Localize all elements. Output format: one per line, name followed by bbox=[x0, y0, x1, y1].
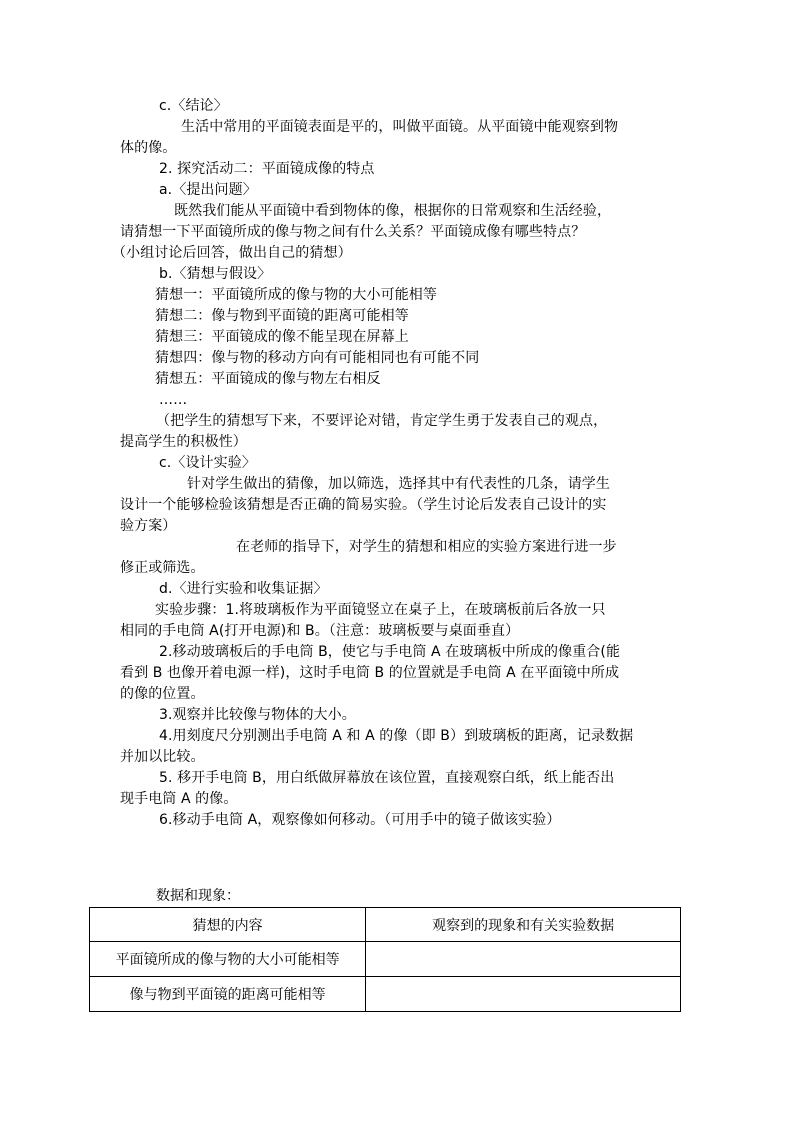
experiment-step-6: 6.移动手电筒 A，观察像如何移动。（可用手中的镜子做该实验） bbox=[159, 812, 561, 828]
hypothesis-1: 猜想一：平面镜所成的像与物的大小可能相等 bbox=[155, 287, 437, 303]
experiment-step-1: 实验步骤：1.将玻璃板作为平面镜竖立在桌子上，在玻璃板前后各放一只 bbox=[155, 602, 606, 618]
paragraph-line: 修正或筛选。 bbox=[120, 560, 205, 576]
table-cell[interactable] bbox=[366, 977, 681, 1012]
paragraph-line: 验方案） bbox=[120, 518, 177, 534]
paragraph-line: 设计一个能够检验该猜想是否正确的简易实验。（学生讨论后发表自己设计的实 bbox=[120, 497, 607, 513]
paragraph-line: 在老师的指导下，对学生的猜想和相应的实验方案进行进一步 bbox=[236, 539, 617, 555]
paragraph-line: 针对学生做出的猜像，加以筛选，选择其中有代表性的几条，请学生 bbox=[187, 476, 610, 492]
table-row bbox=[90, 942, 681, 977]
paragraph-line: 相同的手电筒 A(打开电源)和 B。（注意：玻璃板要与桌面垂直） bbox=[120, 623, 520, 639]
hypothesis-4: 猜想四：像与物的移动方向有可能相同也有可能不同 bbox=[155, 350, 480, 366]
paragraph-line: 体的像。 bbox=[120, 140, 177, 156]
paragraph-line: 请猜想一下平面镜所成的像与物之间有什么关系？平面镜成像有哪些特点？ bbox=[120, 224, 586, 240]
paragraph-line: 看到 B 也像开着电源一样)，这时手电筒 B 的位置就是手电筒 A 在平面镜中所成 bbox=[120, 665, 620, 681]
experiment-step-2: 2.移动玻璃板后的手电筒 B，使它与手电筒 A 在玻璃板中所成的像重合(能 bbox=[159, 644, 621, 660]
table-header-row bbox=[90, 908, 681, 942]
table-row bbox=[90, 977, 681, 1012]
heading-design-experiment: c.〈设计实验〉 bbox=[159, 455, 256, 471]
paragraph-line: 并加以比较。 bbox=[120, 749, 205, 765]
heading-conclusion: c.〈结论〉 bbox=[159, 98, 228, 114]
table-cell: 平面镜所成的像与物的大小可能相等 bbox=[90, 942, 366, 977]
table-header-hypothesis: 猜想的内容 bbox=[90, 908, 366, 942]
paragraph-line: （把学生的猜想写下来，不要评论对错，肯定学生勇于发表自己的观点， bbox=[156, 413, 608, 429]
observation-table bbox=[89, 907, 681, 1012]
heading-conduct-experiment: d.〈进行实验和收集证据〉 bbox=[159, 581, 328, 597]
paragraph-line: 既然我们能从平面镜中看到物体的像，根据你的日常观察和生活经验， bbox=[174, 203, 612, 219]
paragraph-line: 的像的位置。 bbox=[120, 686, 205, 702]
hypothesis-5: 猜想五：平面镜成的像与物左右相反 bbox=[155, 371, 381, 387]
table-cell[interactable] bbox=[366, 942, 681, 977]
experiment-step-3: 3.观察并比较像与物体的大小。 bbox=[159, 707, 356, 723]
table-header-observations: 观察到的现象和有关实验数据 bbox=[366, 908, 681, 942]
hypothesis-3: 猜想三：平面镜成的像不能呈现在屏幕上 bbox=[155, 329, 409, 345]
table-cell: 像与物到平面镜的距离可能相等 bbox=[90, 977, 366, 1012]
paragraph-line: 现手电筒 A 的像。 bbox=[120, 791, 238, 807]
table-label: 数据和现象： bbox=[156, 888, 240, 904]
paragraph-line: 生活中常用的平面镜表面是平的，叫做平面镜。从平面镜中能观察到物 bbox=[181, 119, 619, 135]
ellipsis: …… bbox=[159, 392, 188, 408]
section-heading-activity-2: 2. 探究活动二：平面镜成像的特点 bbox=[159, 161, 375, 177]
paragraph-line: 提高学生的积极性） bbox=[120, 434, 247, 450]
experiment-step-5: 5. 移开手电筒 B，用白纸做屏幕放在该位置，直接观察白纸，纸上能否出 bbox=[159, 770, 615, 786]
paragraph-line: （小组讨论后回答，做出自己的猜想） bbox=[112, 245, 352, 261]
heading-raise-question: a.〈提出问题〉 bbox=[159, 182, 257, 198]
hypothesis-2: 猜想二：像与物到平面镜的距离可能相等 bbox=[155, 308, 409, 324]
experiment-step-4: 4.用刻度尺分别测出手电筒 A 和 A 的像（即 B）到玻璃板的距离，记录数据 bbox=[159, 728, 634, 744]
heading-hypothesis: b.〈猜想与假设〉 bbox=[159, 266, 272, 282]
